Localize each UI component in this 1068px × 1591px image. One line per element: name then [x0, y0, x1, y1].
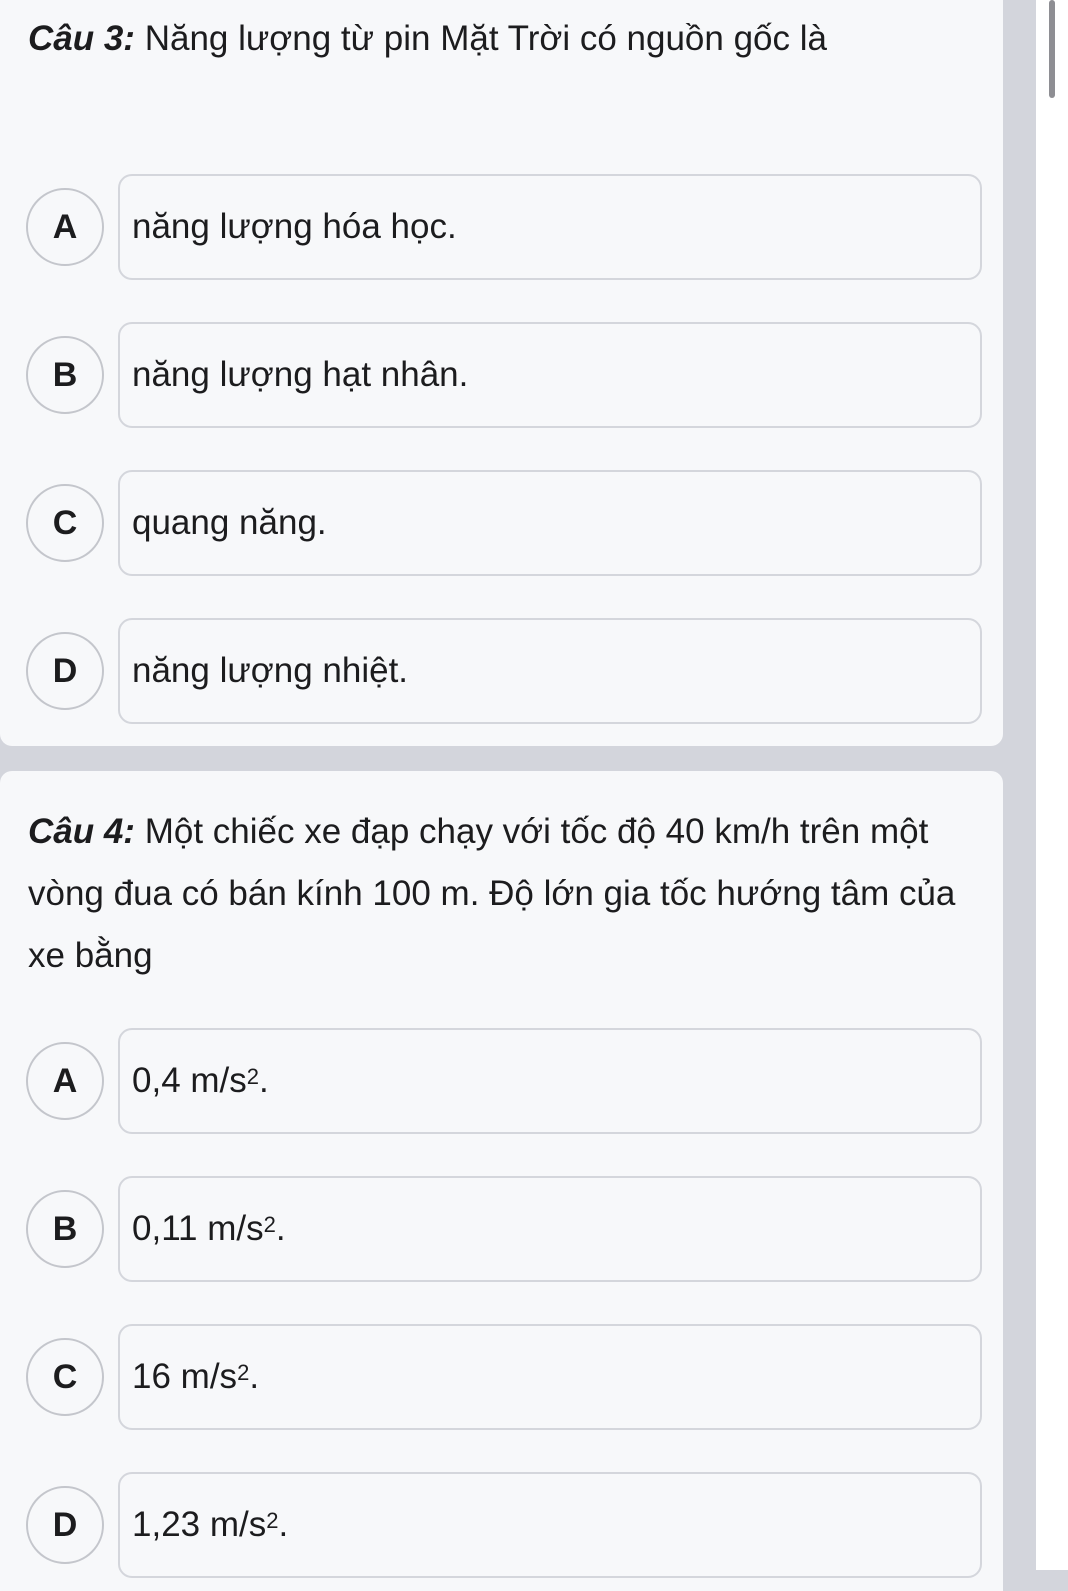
option-letter-badge: C	[26, 1338, 104, 1416]
option-text[interactable]: 1,23 m/s $^2$ .	[118, 1472, 982, 1578]
option-value: 0,4	[132, 1061, 181, 1100]
question-body: Năng lượng từ pin Mặt Trời có nguồn gốc là	[144, 19, 827, 58]
unit-exponent: 2	[246, 1064, 260, 1089]
question-card-3	[0, 0, 1003, 746]
option-value: 1,23	[132, 1505, 201, 1544]
answer-option-d[interactable]	[26, 618, 982, 726]
answer-option-a[interactable]	[26, 174, 982, 282]
option-letter-badge: A	[26, 1042, 104, 1120]
option-text[interactable]: năng lượng hóa học.	[118, 174, 982, 280]
option-text[interactable]: 0,11 m/s $^2$ .	[118, 1176, 982, 1282]
option-text[interactable]: 0,4 m/s $^2$ .	[118, 1028, 982, 1134]
option-value: 16	[132, 1357, 171, 1396]
question-text	[28, 801, 973, 987]
option-letter-badge: C	[26, 484, 104, 562]
option-letter-badge: A	[26, 188, 104, 266]
option-letter-badge: D	[26, 1486, 104, 1564]
unit-exponent: 2	[237, 1360, 250, 1385]
answer-option-c[interactable]	[26, 1324, 982, 1432]
question-text	[28, 8, 973, 70]
unit-exponent: 2	[263, 1212, 276, 1237]
unit: m/s	[180, 1357, 238, 1396]
option-letter-badge: D	[26, 632, 104, 710]
unit: m/s	[190, 1061, 247, 1100]
option-value: 0,11	[132, 1209, 198, 1248]
answer-option-a[interactable]	[26, 1028, 982, 1136]
unit: m/s	[207, 1209, 264, 1248]
unit-exponent: 2	[266, 1508, 279, 1533]
option-text[interactable]: năng lượng nhiệt.	[118, 618, 982, 724]
option-letter-badge: B	[26, 336, 104, 414]
option-text[interactable]: quang năng.	[118, 470, 982, 576]
question-number: Câu 3:	[28, 19, 135, 58]
scrollbar-thumb[interactable]	[1049, 0, 1055, 98]
unit: m/s	[209, 1505, 267, 1544]
scrollbar[interactable]	[1036, 0, 1068, 1570]
answer-option-b[interactable]	[26, 1176, 982, 1284]
answer-option-b[interactable]	[26, 322, 982, 430]
question-body: Một chiếc xe đạp chạy với tốc độ 40 km/h trên một vòng đua có bán kính 100 m. Độ lớn gia tốc hướng tâm của xe bằng	[28, 812, 956, 975]
option-text[interactable]: 16 m/s $^2$ .	[118, 1324, 982, 1430]
answer-option-d[interactable]	[26, 1472, 982, 1580]
answer-option-c[interactable]	[26, 470, 982, 578]
option-letter-badge: B	[26, 1190, 104, 1268]
option-text[interactable]: năng lượng hạt nhân.	[118, 322, 982, 428]
question-number: Câu 4:	[28, 812, 135, 851]
question-card-4	[0, 771, 1003, 1591]
